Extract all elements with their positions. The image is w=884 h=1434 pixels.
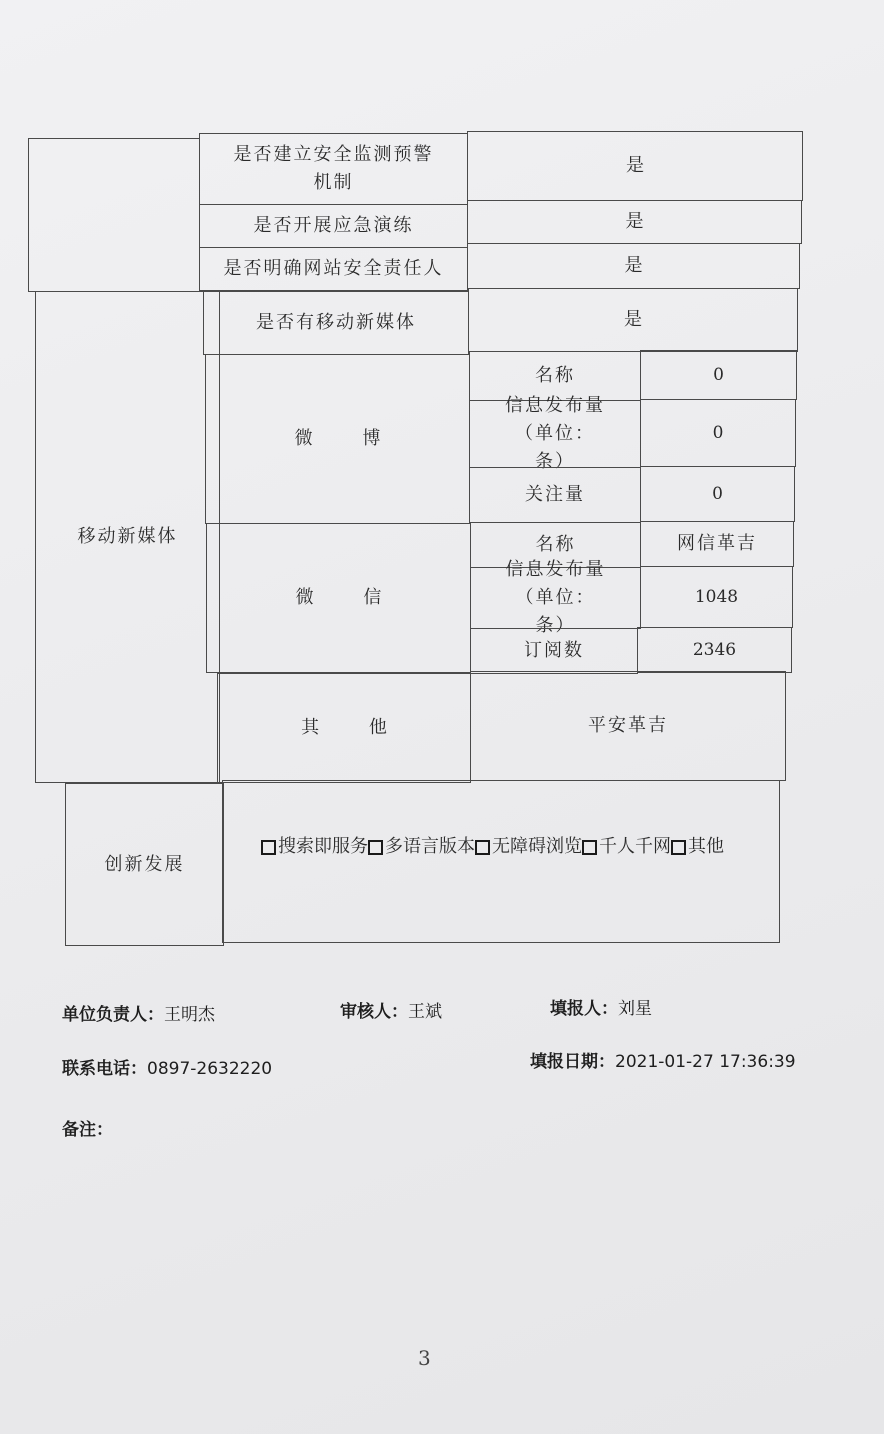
option-label: 千人千网 — [599, 836, 671, 857]
date-value: 2021-01-27 17:36:39 — [615, 1052, 796, 1072]
monitor-value: 是 — [626, 155, 644, 176]
drill-label: 是否开展应急演练 — [253, 215, 414, 236]
option-other[interactable] — [671, 833, 724, 861]
option-accessibility[interactable] — [475, 833, 582, 861]
page-number: 3 — [418, 1346, 431, 1370]
wechat-subs-value-cell — [637, 627, 792, 673]
checkbox-icon[interactable] — [368, 840, 383, 855]
drill-value-cell — [467, 200, 802, 244]
innovation-label-cell — [65, 783, 224, 946]
option-label: 无障碍浏览 — [492, 836, 582, 857]
note — [62, 1115, 113, 1140]
wechat-name-label: 名称 — [535, 534, 576, 555]
checkbox-icon[interactable] — [582, 840, 597, 855]
phone-label: 联系电话： — [62, 1059, 147, 1079]
weibo-label-cell — [205, 354, 470, 524]
filler-label: 填报人： — [550, 999, 618, 1019]
weibo-name-label: 名称 — [535, 365, 575, 386]
other-label-cell — [217, 673, 471, 783]
contact-phone — [62, 1054, 272, 1079]
unit-head — [62, 1000, 215, 1025]
mobile-section-cell — [35, 291, 220, 783]
checkbox-icon[interactable] — [671, 840, 686, 855]
monitor-label-cell — [199, 133, 468, 205]
has-mobile-value-cell — [468, 288, 798, 352]
date-label: 填报日期： — [530, 1052, 615, 1072]
option-label: 搜索即服务 — [278, 836, 368, 857]
weibo-follow-label: 关注量 — [525, 484, 585, 505]
weibo-name-value-cell — [640, 350, 797, 400]
has-mobile-label-cell — [203, 291, 469, 355]
checkbox-icon[interactable] — [261, 840, 276, 855]
note-label: 备注： — [62, 1120, 113, 1140]
checkbox-icon[interactable] — [475, 840, 490, 855]
wechat-posts-label-cell — [470, 559, 641, 636]
drill-value: 是 — [625, 211, 644, 232]
weibo-posts-label: 信息发布量（单位：条） — [505, 395, 605, 472]
blank-category-cell — [28, 138, 200, 292]
weibo-name-value: 0 — [713, 365, 724, 385]
owner-value: 是 — [624, 255, 643, 276]
weibo-posts-value-cell — [640, 399, 796, 467]
option-label: 多语言版本 — [385, 836, 475, 857]
weibo-follow-value-cell — [640, 466, 795, 522]
filler-value: 刘星 — [618, 999, 652, 1019]
other-value: 平安革吉 — [588, 715, 668, 736]
innovation-label: 创新发展 — [104, 853, 185, 875]
option-search-as-service[interactable] — [261, 833, 368, 861]
unit-head-value: 王明杰 — [164, 1005, 215, 1025]
owner-value-cell — [467, 243, 800, 289]
option-label: 其他 — [688, 836, 724, 857]
other-label: 其 他 — [301, 717, 409, 738]
unit-head-label: 单位负责人： — [62, 1005, 164, 1025]
wechat-posts-label: 信息发布量（单位：条） — [505, 559, 606, 636]
wechat-name-value: 网信革吉 — [677, 533, 757, 554]
has-mobile-value: 是 — [624, 309, 642, 330]
wechat-label: 微 信 — [295, 587, 404, 608]
weibo-follow-label-cell — [469, 467, 641, 523]
option-multilingual[interactable] — [368, 833, 475, 861]
filler — [550, 994, 652, 1019]
wechat-posts-value-cell — [640, 566, 793, 628]
wechat-name-value-cell — [640, 521, 794, 567]
reviewer — [340, 997, 442, 1022]
has-mobile-label: 是否有移动新媒体 — [256, 312, 416, 333]
wechat-posts-value: 1048 — [694, 587, 739, 607]
reviewer-label: 审核人： — [340, 1002, 408, 1022]
other-value-cell — [470, 671, 786, 781]
weibo-label: 微 博 — [294, 428, 403, 449]
owner-label: 是否明确网站安全责任人 — [223, 258, 444, 279]
monitor-value-cell — [467, 131, 803, 201]
monitor-label: 是否建立安全监测预警机制 — [233, 144, 434, 193]
owner-label-cell — [199, 247, 468, 291]
wechat-subs-label: 订阅数 — [524, 640, 584, 661]
weibo-posts-value: 0 — [712, 423, 724, 443]
phone-value: 0897-2632220 — [147, 1059, 273, 1079]
option-personalized[interactable] — [582, 833, 671, 861]
weibo-follow-value: 0 — [712, 484, 723, 504]
drill-label-cell — [199, 204, 468, 248]
mobile-section-label: 移动新媒体 — [77, 526, 178, 547]
reviewer-value: 王斌 — [408, 1002, 442, 1022]
weibo-posts-label-cell — [469, 395, 641, 472]
wechat-label-cell — [206, 523, 471, 673]
wechat-subs-label-cell — [470, 628, 638, 674]
innovation-options-cell — [222, 780, 780, 943]
report-date — [530, 1047, 796, 1072]
wechat-subs-value: 2346 — [692, 640, 737, 660]
